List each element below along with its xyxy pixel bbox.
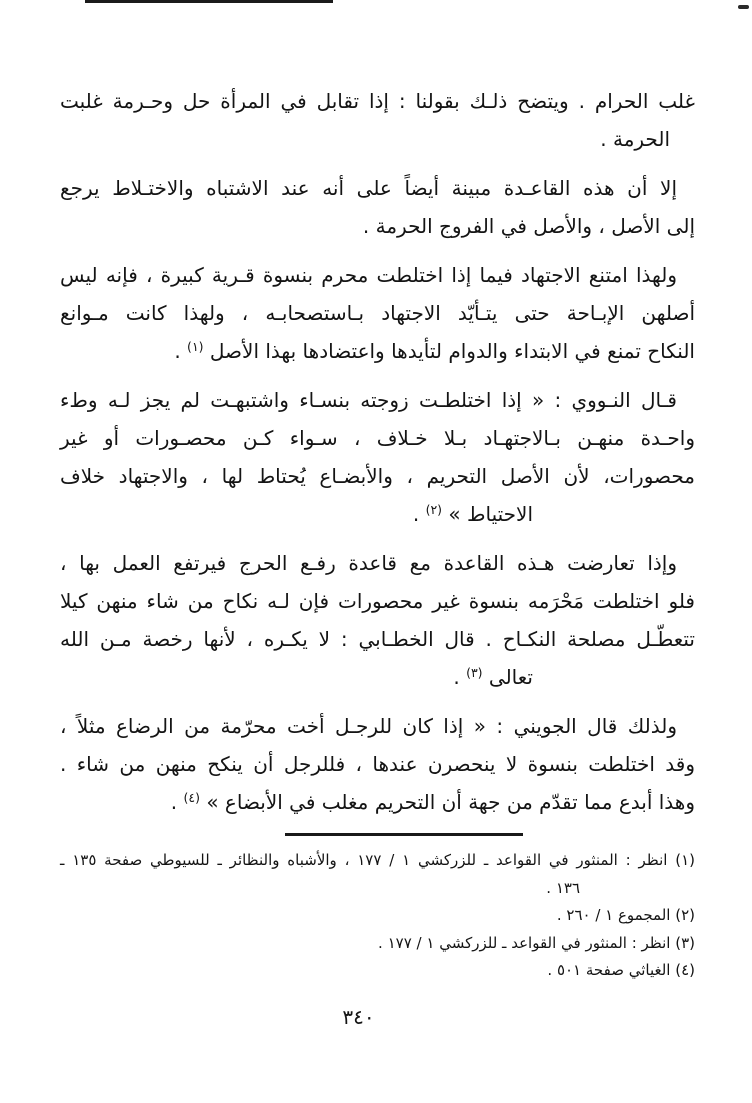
footnote-line: ١٣٦ . bbox=[546, 878, 580, 897]
line-text: وهذا أبدع مما تقدّم من جهة أن التحريم مغلب في الأبضاع » bbox=[199, 790, 695, 814]
text-line: واحـدة منهـن بـالاجتهـاد بـلا خـلاف ، سـواء كـن محصـورات أو غير bbox=[60, 426, 695, 450]
line-text: تعالى bbox=[482, 665, 533, 689]
line-text: . bbox=[174, 339, 188, 363]
text-line: قـال النـووي : « إذا اختلطـت زوجته بنسـاء واشتبهـت لم يجز لـه وطء bbox=[60, 388, 677, 412]
text-line: إلا أن هذه القاعـدة مبينة أيضاً على أنه عند الاشتباه والاختـلاط يرجع bbox=[60, 176, 677, 200]
text-line: إلى الأصل ، والأصل في الفروج الحرمة . bbox=[362, 214, 695, 238]
page-number: ٣٤٠ bbox=[342, 1004, 375, 1029]
footnote-line: (٤) الغياثي صفحة ٥٠١ . bbox=[547, 961, 695, 979]
text-line: ولذلك قال الجويني : « إذا كان للرجـل أخت محرّمة من الرضاع مثلاً ، bbox=[60, 714, 677, 738]
paragraph bbox=[60, 544, 695, 696]
text-line: غلب الحرام . ويتضح ذلـك بقولنا : إذا تقابل في المرأة حل وحـرمة غلبت bbox=[60, 89, 695, 113]
footnote-line: (٣) انظر : المنثور في القواعد ـ للزركشي ١ / ١٧٧ . bbox=[378, 933, 695, 952]
text-line: محصورات، لأن الأصل التحريم ، والأبضـاع يُحتاط لها ، والاجتهاد خلاف bbox=[60, 464, 695, 488]
line-text: . bbox=[170, 790, 184, 814]
footnote-ref-4: (٤) bbox=[183, 790, 200, 805]
text-line: أصلهن الإبـاحة حتى يتـأيّد الاجتهاد بـاستصحابـه ، ولهذا كانت مـوانع bbox=[60, 301, 695, 325]
paragraph bbox=[60, 82, 695, 158]
paragraph bbox=[60, 381, 695, 533]
footnotes bbox=[60, 847, 695, 985]
footnote-line: (٢) المجموع ١ / ٢٦٠ . bbox=[556, 906, 695, 924]
text-line: ولهذا امتنع الاجتهاد فيما إذا اختلطت محرم بنسوة قـرية كبيرة ، فإنه ليس bbox=[60, 263, 677, 287]
line-text: الاحتياط » bbox=[442, 502, 533, 526]
text-line: تتعطّـل مصلحة النكـاح . قال الخطـابي : لا يكـره ، لأنها رخصة مـن الله bbox=[60, 627, 695, 651]
line-text: . bbox=[453, 665, 467, 689]
text-line bbox=[60, 332, 695, 370]
text-line bbox=[60, 658, 695, 696]
footnote-line: (١) انظر : المنثور في القواعد ـ للزركشي ١ / ١٧٧ ، والأشباه والنظائر ـ للسيوطي صفحة ١٣٥ ـ bbox=[60, 851, 695, 869]
footnote-ref-2: (٢) bbox=[425, 502, 443, 517]
footnote-divider bbox=[285, 833, 523, 836]
line-text: النكاح تمنع في الابتداء والدوام لتأيدها واعتضادها بهذا الأصل bbox=[203, 339, 695, 363]
text-line bbox=[60, 783, 695, 821]
line-text: . bbox=[412, 502, 426, 526]
paragraph bbox=[60, 256, 695, 370]
footnote-ref-3: (٣) bbox=[466, 665, 483, 680]
text-line: فلو اختلطت مَحْرَمه بنسوة غير محصورات فإن لـه نكاح من شاء منهن كيلا bbox=[60, 589, 695, 613]
text-line: وقد اختلطت بنسوة لا ينحصرن عندها ، فللرجل أن ينكح منهن من شاء . bbox=[60, 752, 695, 776]
paragraph bbox=[60, 707, 695, 821]
text-line bbox=[60, 495, 695, 533]
footnote-ref-1: (١) bbox=[187, 339, 204, 354]
paragraph bbox=[60, 169, 695, 245]
text-line: وإذا تعارضت هـذه القاعدة مع قاعدة رفـع الحرج فيرتفع العمل بها ، bbox=[60, 551, 677, 575]
text-line: الحرمة . bbox=[600, 127, 670, 151]
